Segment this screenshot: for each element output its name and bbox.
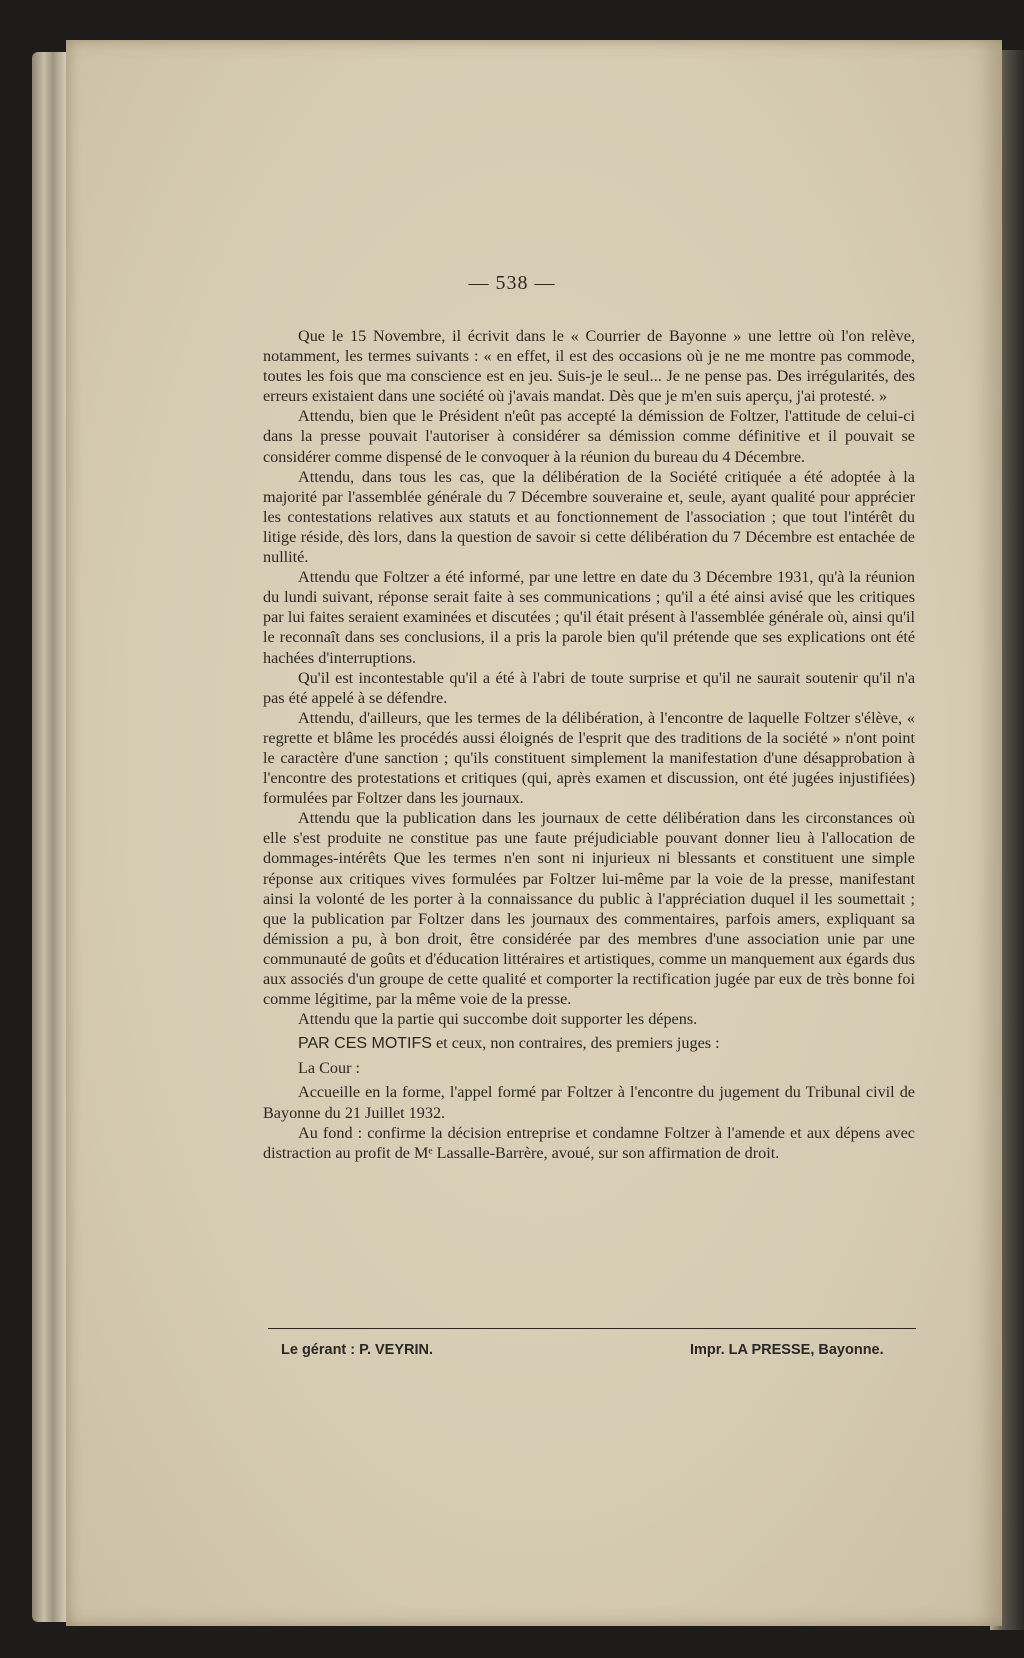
footer-manager: Le gérant : P. VEYRIN. [281, 1342, 434, 1358]
footer-printer: Impr. LA PRESSE, Bayonne. [690, 1342, 884, 1358]
la-cour: La Cour : [298, 1059, 361, 1078]
paragraph: Attendu que Foltzer a été informé, par une lettre en date du 3 Décembre 1931, qu'à la réunion du lundi suivant, réponse serait faite à ses communications ; qu'il a été ainsi avisé que les critiques par lui faites seraient examinées et discutées ; qu'il était présent à l'assemblée générale où, ainsi qu'il le reconnaît dans ses conclusions, il a pris la parole bien qu'il prétende que ses explications ont été hachées d'interruptions. [263, 568, 915, 667]
motifs-text: et ceux, non contraires, des premiers juges : [431, 1034, 720, 1053]
motifs-heading: PAR CES MOTIFS [298, 1035, 432, 1053]
paragraph: Que le 15 Novembre, il écrivit dans le « Courrier de Bayonne » une lettre où l'on relève, notamment, les termes suivants : « en effet, il est des occasions où je ne me montre pas commode, toutes les fois que ma conscience est en jeu. Suis-je le seul... Je ne pense pas. Des irrégularités, des erreurs existaient dans une société où j'avais mandat. Dès que je m'en suis aperçu, j'ai protesté. » [263, 327, 915, 406]
page-number: — 538 — [468, 272, 556, 294]
closing-paragraph: Accueille en la forme, l'appel formé par Foltzer à l'encontre du jugement du Tribunal civil de Bayonne du 21 Juillet 1932. [263, 1083, 915, 1122]
paragraph: Attendu, dans tous les cas, que la délibération de la Société critiquée a été adoptée à la majorité par l'assemblée générale du 7 Décembre souveraine et, seule, ayant qualité pour apprécier les contestations relatives aux statuts et au fonctionnement de l'association ; que tout l'intérêt du litige réside, dès lors, dans la question de savoir si cette délibération du 7 Décembre est entachée de nullité. [263, 467, 915, 567]
paragraph: Qu'il est incontestable qu'il a été à l'abri de toute surprise et qu'il ne saurait soutenir qu'il n'a pas été appelé à se défendre. [263, 668, 915, 707]
footer-rule [268, 1328, 916, 1329]
paragraph: Attendu, d'ailleurs, que les termes de la délibération, à l'encontre de laquelle Foltzer s'élève, « regrette et blâme les procédés aussi éloignés de l'esprit que des traditions de la société » n'ont point le caractère d'une sanction ; qu'ils constituent simplement la manifestation d'une désapprobation à l'encontre des protestations et critiques (qui, après examen et discussion, ont été jugées injustifiées) formulées par Foltzer dans les journaux. [263, 708, 915, 808]
paragraph: Attendu que la partie qui succombe doit supporter les dépens. [298, 1010, 698, 1029]
closing-paragraph: Au fond : confirme la décision entreprise et condamne Foltzer à l'amende et aux dépens avec distraction au profit de Mᵉ Lassalle-Barrère, avoué, sur son affirmation de droit. [263, 1123, 915, 1162]
motifs-paragraph [263, 1033, 915, 1054]
body-text [263, 326, 915, 1163]
paragraph: Attendu, bien que le Président n'eût pas accepté la démission de Foltzer, l'attitude de celui-ci dans la presse pouvait l'autoriser à considérer sa démission comme définitive et il pouvait se considérer comme dispensé de le convoquer à la réunion du bureau du 4 Décembre. [263, 407, 915, 466]
paragraph: Attendu que la publication dans les journaux de cette délibération dans les circonstances où elle s'est produite ne constitue pas une faute préjudiciable pouvant donner lieu à l'allocation de dommages-intérêts Que les termes n'en sont ni injurieux ni blessants et constituent une simple réponse aux critiques vives formulées par Foltzer lui-même par la voie de la presse, manifestant ainsi la volonté de les porter à la connaissance du public à l'appréciation duquel il les soumettait ; que la publication par Foltzer dans les journaux des commentaires, parfois amers, expliquant sa démission a pu, à bon droit, être considérée par des membres d'une association unie par une communauté de goûts et d'éducation littéraires et artistiques, comme un manquement aux égards dus aux associés d'un groupe de cette qualité et comporter la rectification jugée par eux de très bonne foi comme légitime, par la même voie de la presse. [263, 809, 915, 1009]
